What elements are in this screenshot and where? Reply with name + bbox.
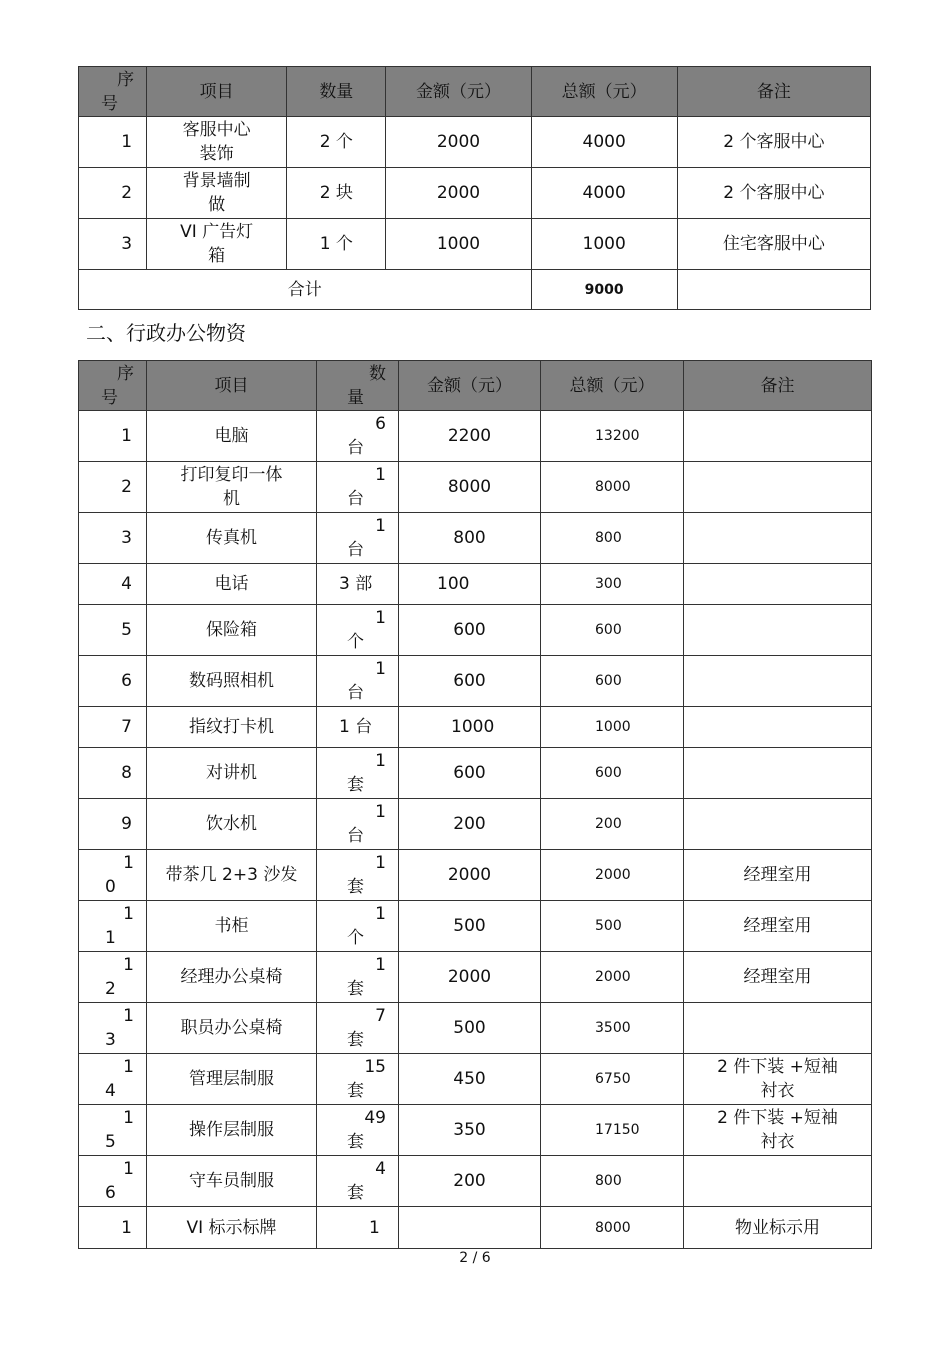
seq-wrap <box>79 902 146 950</box>
qty-line: 1 <box>375 955 386 975</box>
table-row <box>79 219 871 270</box>
cell-amount: 2000 <box>386 168 531 219</box>
cell-line: 装饰 <box>199 144 234 164</box>
cell-amount: 600 <box>399 748 541 799</box>
qty-line: 1 <box>375 465 386 485</box>
cell-note <box>684 1207 872 1249</box>
qty-line: 台 <box>347 438 364 458</box>
cell-note <box>684 1105 872 1156</box>
cell-qty <box>317 799 399 850</box>
seq-line: 1 <box>105 928 116 948</box>
cell-seq <box>79 1054 147 1105</box>
qty-line: 1 <box>375 802 386 822</box>
table-row <box>79 1003 872 1054</box>
cell-seq <box>79 1003 147 1054</box>
cell-amount: 200 <box>399 799 541 850</box>
seq-wrap <box>79 424 146 448</box>
qty-line: 个 <box>347 632 364 652</box>
qty-line: 7 <box>375 1006 386 1026</box>
seq-line: 1 <box>121 426 132 446</box>
cell-total: 1000 <box>531 219 677 270</box>
cell-total: 8000 <box>541 1207 684 1249</box>
qty-wrap <box>317 1004 398 1052</box>
header-qty: 数 量 <box>317 361 399 411</box>
total-row <box>79 270 871 310</box>
cell-note <box>684 462 872 513</box>
seq-line: 8 <box>121 763 132 783</box>
seq-wrap <box>79 618 146 642</box>
cell-note <box>684 1003 872 1054</box>
seq-line: 1 <box>123 1006 134 1026</box>
qty-line: 49 <box>364 1108 386 1128</box>
table-header-row <box>79 361 872 411</box>
cell-line: 机 <box>223 489 240 509</box>
table-row <box>79 411 872 462</box>
cell-total: 600 <box>541 748 684 799</box>
cell-amount: 2000 <box>386 117 531 168</box>
qty-line: 1 <box>375 853 386 873</box>
cell-item <box>147 850 317 901</box>
cell-line: 做 <box>208 195 226 215</box>
header-total: 总额（元） <box>541 361 684 411</box>
cell-seq <box>79 1207 147 1249</box>
cell-total: 800 <box>541 513 684 564</box>
qty-line: 套 <box>347 1081 364 1101</box>
cell-item <box>147 1054 317 1105</box>
seq-line: 0 <box>105 877 116 897</box>
seq-line: 1 <box>123 853 134 873</box>
header-item: 项目 <box>147 361 317 411</box>
office-supplies-table <box>78 360 872 1249</box>
header-item: 项目 <box>147 67 287 117</box>
cell-qty: 2 个 <box>287 117 386 168</box>
qty-line: 1 台 <box>339 717 373 737</box>
cell-amount: 2000 <box>399 850 541 901</box>
cell-line: 指纹打卡机 <box>189 717 274 737</box>
total-label: 合计 <box>79 270 532 310</box>
cell-line: 电话 <box>214 574 249 594</box>
seq-line: 2 <box>121 477 132 497</box>
cell-total: 8000 <box>541 462 684 513</box>
cell-item <box>147 799 317 850</box>
qty-line: 套 <box>347 979 364 999</box>
cell-line: 保险箱 <box>206 620 257 640</box>
cell-line: VI 标示标牌 <box>186 1217 277 1238</box>
decoration-table <box>78 66 871 310</box>
cell-note <box>684 952 872 1003</box>
seq-line: 4 <box>121 574 132 594</box>
header-total: 总额（元） <box>531 67 677 117</box>
cell-seq <box>79 564 147 605</box>
cell-item <box>147 462 317 513</box>
cell-amount: 600 <box>399 605 541 656</box>
cell-note <box>684 1156 872 1207</box>
cell-qty <box>317 850 399 901</box>
cell-qty <box>317 748 399 799</box>
seq-wrap <box>79 669 146 693</box>
seq-wrap <box>79 761 146 785</box>
seq-wrap <box>79 526 146 550</box>
cell-qty <box>317 513 399 564</box>
cell-amount: 600 <box>399 656 541 707</box>
seq-line: 3 <box>121 528 132 548</box>
qty-line: 3 部 <box>339 574 373 594</box>
cell-line: 2 件下装 +短袖 <box>717 1108 838 1128</box>
cell-seq <box>79 411 147 462</box>
cell-item <box>147 513 317 564</box>
seq-line: 2 <box>105 979 116 999</box>
qty-wrap <box>317 606 398 654</box>
qty-wrap <box>317 1106 398 1154</box>
total-note <box>677 270 870 310</box>
header-note: 备注 <box>684 361 872 411</box>
cell-total: 4000 <box>531 168 677 219</box>
cell-line: 经理室用 <box>743 916 812 936</box>
seq-wrap <box>79 1106 146 1154</box>
cell-seq <box>79 1105 147 1156</box>
table-row <box>79 850 872 901</box>
cell-seq <box>79 462 147 513</box>
seq-line: 9 <box>121 814 132 834</box>
cell-seq <box>79 656 147 707</box>
seq-wrap <box>79 851 146 899</box>
seq-line: 5 <box>105 1132 116 1152</box>
cell-seq <box>79 799 147 850</box>
cell-item <box>147 707 317 748</box>
table-row <box>79 513 872 564</box>
cell-item <box>147 1105 317 1156</box>
qty-wrap <box>317 514 398 562</box>
qty-line: 1 <box>375 516 386 536</box>
cell-total: 4000 <box>531 117 677 168</box>
cell-note: 2 个客服中心 <box>677 117 870 168</box>
seq-wrap <box>79 1157 146 1205</box>
qty-wrap <box>317 749 398 797</box>
qty-line: 1 <box>369 1217 380 1238</box>
cell-note <box>684 1054 872 1105</box>
cell-note <box>684 748 872 799</box>
cell-note <box>684 564 872 605</box>
cell-seq <box>79 1156 147 1207</box>
cell-line: 传真机 <box>206 528 257 548</box>
seq-line: 1 <box>123 904 134 924</box>
cell-qty <box>317 564 399 605</box>
cell-amount: 800 <box>399 513 541 564</box>
table-row <box>79 1156 872 1207</box>
cell-total: 600 <box>541 656 684 707</box>
seq-line: 6 <box>121 671 132 691</box>
qty-line: 套 <box>347 1132 364 1152</box>
cell-seq: 3 <box>79 219 147 270</box>
cell-note <box>684 901 872 952</box>
qty-wrap <box>317 1055 398 1103</box>
qty-line: 4 <box>375 1159 386 1179</box>
qty-line: 套 <box>347 1030 364 1050</box>
table-row <box>79 799 872 850</box>
cell-amount: 450 <box>399 1054 541 1105</box>
cell-qty <box>317 656 399 707</box>
page-number: 2 / 6 <box>459 1250 491 1266</box>
cell-note: 2 个客服中心 <box>677 168 870 219</box>
cell-qty <box>317 901 399 952</box>
qty-wrap <box>317 463 398 511</box>
seq-line: 5 <box>121 620 132 640</box>
cell-amount: 2000 <box>399 952 541 1003</box>
cell-line: 对讲机 <box>206 763 257 783</box>
table-row <box>79 605 872 656</box>
cell-line: 书柜 <box>214 916 249 936</box>
cell-line: VI 广告灯 <box>180 222 254 242</box>
cell-amount: 2200 <box>399 411 541 462</box>
seq-line: 1 <box>123 1108 134 1128</box>
cell-total: 17150 <box>541 1105 684 1156</box>
cell-amount: 8000 <box>399 462 541 513</box>
cell-total: 2000 <box>541 850 684 901</box>
seq-line: 1 <box>123 1159 134 1179</box>
cell-total: 300 <box>541 564 684 605</box>
table-row <box>79 564 872 605</box>
cell-total: 3500 <box>541 1003 684 1054</box>
cell-item <box>147 1156 317 1207</box>
cell-total: 200 <box>541 799 684 850</box>
qty-line: 6 <box>375 414 386 434</box>
cell-line: 操作层制服 <box>189 1120 274 1140</box>
cell-line: 衬衣 <box>760 1132 795 1152</box>
cell-item <box>147 564 317 605</box>
qty-wrap <box>317 800 398 848</box>
seq-line: 3 <box>105 1030 116 1050</box>
cell-qty <box>317 1054 399 1105</box>
cell-qty <box>317 1207 399 1249</box>
qty-line: 台 <box>347 540 364 560</box>
cell-amount: 1000 <box>386 219 531 270</box>
header-amount: 金额（元） <box>386 67 531 117</box>
seq-wrap <box>79 475 146 499</box>
cell-note <box>684 513 872 564</box>
cell-note <box>684 411 872 462</box>
cell-amount: 500 <box>399 1003 541 1054</box>
grand-total-value: 9000 <box>531 270 677 310</box>
qty-line: 1 <box>375 904 386 924</box>
seq-wrap <box>79 1216 146 1240</box>
table-row <box>79 1207 872 1249</box>
cell-seq <box>79 513 147 564</box>
qty-line: 套 <box>347 775 364 795</box>
table-row <box>79 707 872 748</box>
header-seq: 序 号 <box>79 67 147 117</box>
table-row <box>79 117 871 168</box>
cell-note <box>684 799 872 850</box>
cell-item <box>147 901 317 952</box>
cell-amount: 100 <box>399 564 541 605</box>
cell-seq <box>79 952 147 1003</box>
cell-item <box>147 605 317 656</box>
cell-line: 管理层制服 <box>189 1069 274 1089</box>
cell-line: 客服中心 <box>182 120 251 140</box>
qty-line: 台 <box>347 826 364 846</box>
cell-qty <box>317 1156 399 1207</box>
cell-total: 600 <box>541 605 684 656</box>
cell-item <box>147 168 287 219</box>
table-header-row <box>79 67 871 117</box>
cell-line: 经理办公桌椅 <box>180 967 283 987</box>
cell-note <box>684 605 872 656</box>
cell-qty <box>317 952 399 1003</box>
qty-wrap <box>317 953 398 1001</box>
cell-line: 经理室用 <box>743 967 812 987</box>
cell-total: 13200 <box>541 411 684 462</box>
qty-wrap <box>317 657 398 705</box>
table-row <box>79 462 872 513</box>
cell-qty <box>317 411 399 462</box>
seq-line: 6 <box>105 1183 116 1203</box>
qty-line: 1 <box>375 659 386 679</box>
cell-item <box>147 219 287 270</box>
cell-qty <box>317 1003 399 1054</box>
cell-seq <box>79 605 147 656</box>
cell-amount: 200 <box>399 1156 541 1207</box>
cell-qty <box>317 462 399 513</box>
seq-line: 4 <box>105 1081 116 1101</box>
cell-line: 职员办公桌椅 <box>180 1018 283 1038</box>
seq-wrap <box>79 953 146 1001</box>
cell-qty: 2 块 <box>287 168 386 219</box>
cell-total: 500 <box>541 901 684 952</box>
table-row <box>79 952 872 1003</box>
cell-total: 1000 <box>541 707 684 748</box>
qty-line: 1 <box>375 751 386 771</box>
cell-item <box>147 411 317 462</box>
cell-line: 物业标示用 <box>735 1217 820 1238</box>
qty-line: 套 <box>347 1183 364 1203</box>
qty-wrap <box>317 1157 398 1205</box>
seq-line: 1 <box>121 1217 132 1238</box>
cell-line: 经理室用 <box>743 865 812 885</box>
cell-line: 打印复印一体 <box>180 465 283 485</box>
cell-item <box>147 656 317 707</box>
seq-line: 1 <box>123 955 134 975</box>
qty-wrap <box>317 851 398 899</box>
seq-line: 1 <box>123 1057 134 1077</box>
cell-qty: 1 个 <box>287 219 386 270</box>
cell-seq <box>79 850 147 901</box>
table-row <box>79 901 872 952</box>
cell-note: 住宅客服中心 <box>677 219 870 270</box>
cell-amount: 350 <box>399 1105 541 1156</box>
table-row <box>79 168 871 219</box>
cell-line: 带茶几 2+3 沙发 <box>165 865 298 885</box>
cell-item <box>147 952 317 1003</box>
cell-note <box>684 707 872 748</box>
header-seq: 序 号 <box>79 361 147 411</box>
cell-item <box>147 117 287 168</box>
table-row <box>79 1105 872 1156</box>
cell-note <box>684 850 872 901</box>
qty-wrap <box>317 902 398 950</box>
cell-line: 电脑 <box>214 426 249 446</box>
cell-line: 2 件下装 +短袖 <box>717 1057 838 1077</box>
cell-amount: 1000 <box>399 707 541 748</box>
cell-qty <box>317 707 399 748</box>
cell-item <box>147 748 317 799</box>
qty-line: 15 <box>364 1057 386 1077</box>
header-amount: 金额（元） <box>399 361 541 411</box>
seq-wrap <box>79 1055 146 1103</box>
table-row <box>79 656 872 707</box>
table-row <box>79 748 872 799</box>
cell-qty <box>317 605 399 656</box>
cell-seq <box>79 901 147 952</box>
cell-total: 800 <box>541 1156 684 1207</box>
cell-line: 饮水机 <box>206 814 257 834</box>
header-note: 备注 <box>677 67 870 117</box>
cell-seq <box>79 748 147 799</box>
qty-line: 个 <box>347 928 364 948</box>
seq-wrap <box>79 572 146 596</box>
section-title: 二、行政办公物资 <box>86 321 246 345</box>
qty-line: 套 <box>347 877 364 897</box>
cell-total: 6750 <box>541 1054 684 1105</box>
cell-line: 背景墙制 <box>182 171 251 191</box>
cell-item <box>147 1003 317 1054</box>
qty-line: 1 <box>375 608 386 628</box>
seq-line: 7 <box>121 717 132 737</box>
cell-note <box>684 656 872 707</box>
seq-wrap <box>79 715 146 739</box>
cell-line: 守车员制服 <box>189 1171 274 1191</box>
cell-line: 箱 <box>208 246 226 266</box>
cell-seq <box>79 707 147 748</box>
cell-item <box>147 1207 317 1249</box>
cell-seq: 1 <box>79 117 147 168</box>
cell-amount <box>399 1207 541 1249</box>
cell-line: 数码照相机 <box>189 671 274 691</box>
qty-line: 台 <box>347 489 364 509</box>
header-qty: 数量 <box>287 67 386 117</box>
seq-wrap <box>79 1004 146 1052</box>
cell-amount: 500 <box>399 901 541 952</box>
cell-total: 2000 <box>541 952 684 1003</box>
qty-line: 台 <box>347 683 364 703</box>
qty-wrap <box>317 412 398 460</box>
table-row <box>79 1054 872 1105</box>
seq-wrap <box>79 812 146 836</box>
cell-seq: 2 <box>79 168 147 219</box>
cell-qty <box>317 1105 399 1156</box>
cell-line: 衬衣 <box>760 1081 795 1101</box>
